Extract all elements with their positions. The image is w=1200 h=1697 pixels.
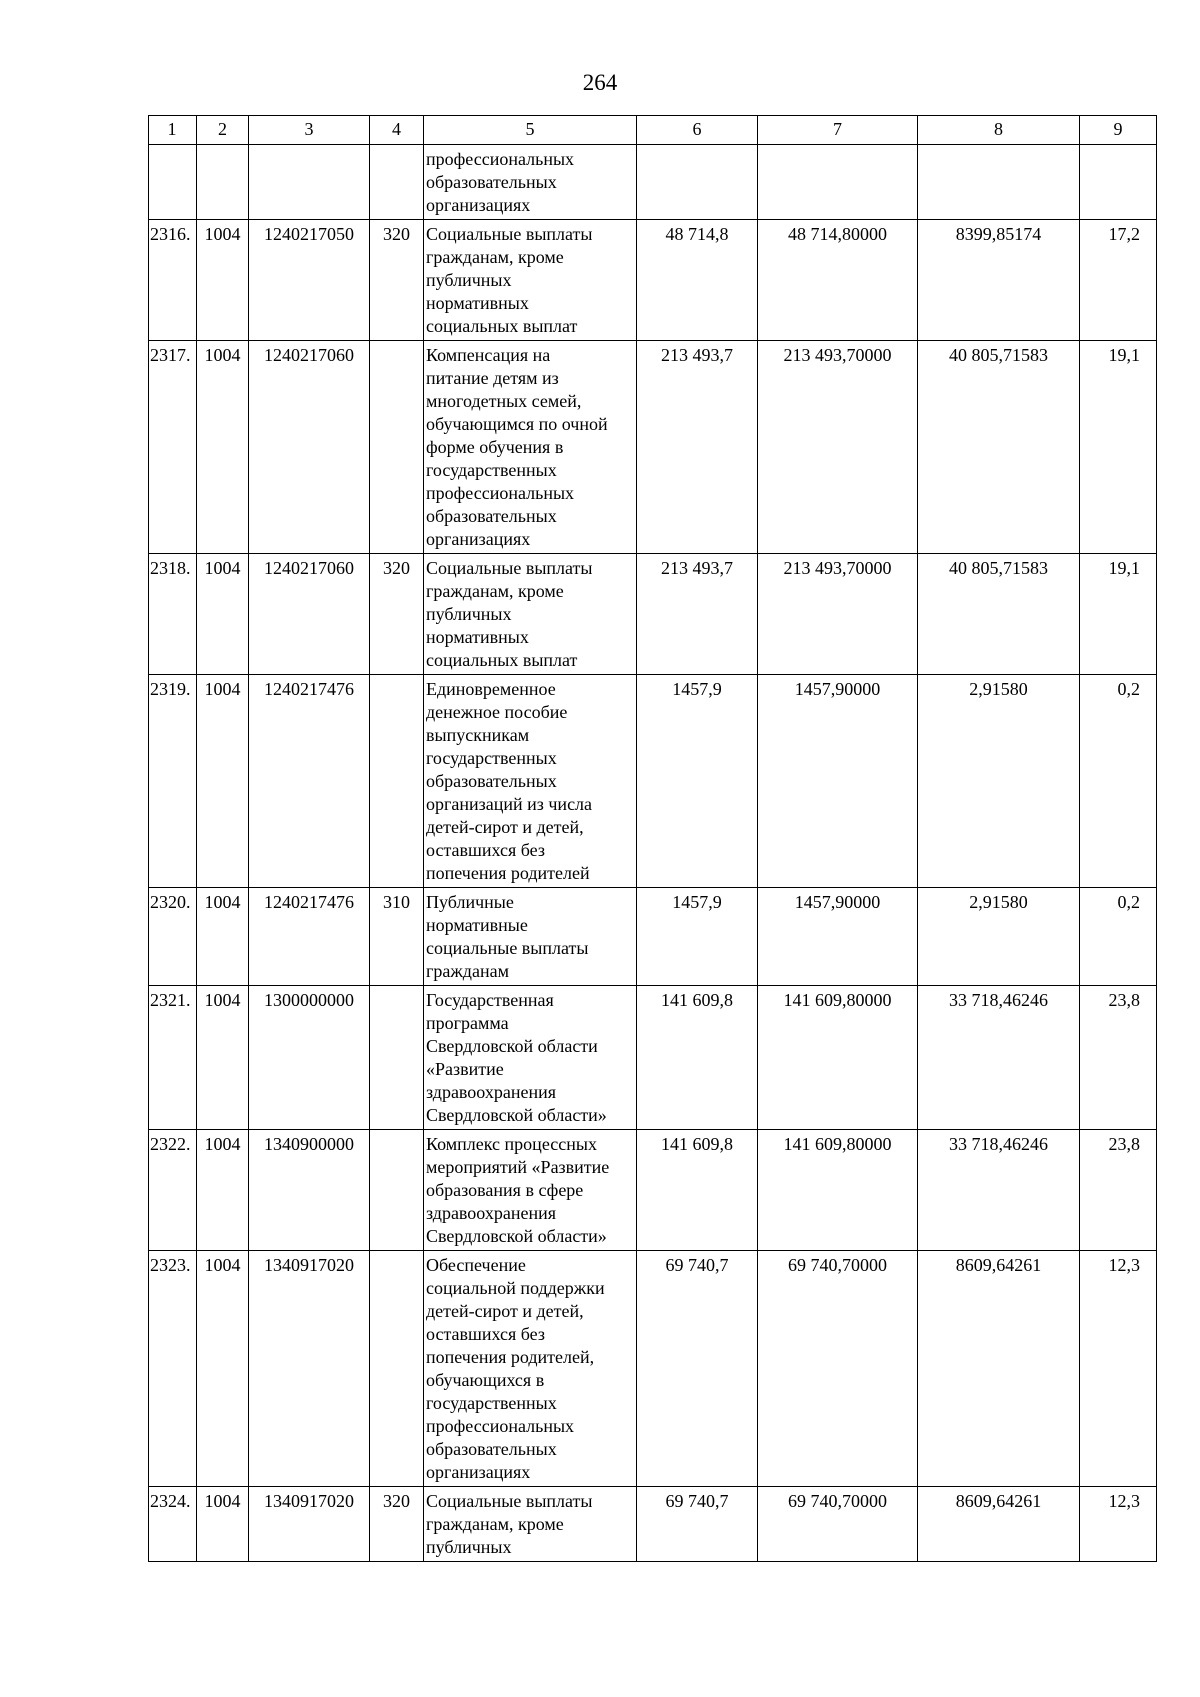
row-number-cell: 2318. bbox=[149, 554, 197, 675]
row-number-cell: 2324. bbox=[149, 1487, 197, 1562]
approved-amount-cell: 48 714,80000 bbox=[758, 220, 918, 341]
execution-percent-cell: 0,2 bbox=[1080, 888, 1157, 986]
row-number-cell: 2321. bbox=[149, 986, 197, 1130]
header-cell: 1 bbox=[149, 116, 197, 145]
table-row bbox=[149, 1487, 1157, 1562]
item-name-cell: Социальные выплаты гражданам, кроме публичных нормативных социальных выплат bbox=[424, 220, 637, 341]
section-code-cell: 1004 bbox=[197, 341, 249, 554]
executed-amount-cell: 2,91580 bbox=[918, 675, 1080, 888]
table-row bbox=[149, 145, 1157, 220]
section-code-cell: 1004 bbox=[197, 554, 249, 675]
table-row bbox=[149, 341, 1157, 554]
item-name-cell: Социальные выплаты гражданам, кроме публичных нормативных социальных выплат bbox=[424, 554, 637, 675]
item-name-cell: Компенсация на питание детям из многодетных семей, обучающимся по очной форме обучения в государственных профессиональных образовательных организациях bbox=[424, 341, 637, 554]
expense-type-code-cell bbox=[370, 1251, 424, 1487]
section-code-cell: 1004 bbox=[197, 986, 249, 1130]
execution-percent-cell: 17,2 bbox=[1080, 220, 1157, 341]
item-name-cell: Единовременное денежное пособие выпускникам государственных образовательных организаций из числа детей-сирот и детей, оставшихся без попечения родителей bbox=[424, 675, 637, 888]
planned-amount-cell: 141 609,8 bbox=[637, 986, 758, 1130]
expense-type-code-cell bbox=[370, 675, 424, 888]
table-row bbox=[149, 1251, 1157, 1487]
row-number-cell: 2322. bbox=[149, 1130, 197, 1251]
section-code-cell: 1004 bbox=[197, 1130, 249, 1251]
table-row bbox=[149, 675, 1157, 888]
approved-amount-cell: 69 740,70000 bbox=[758, 1251, 918, 1487]
planned-amount-cell: 1457,9 bbox=[637, 675, 758, 888]
approved-amount-cell: 213 493,70000 bbox=[758, 554, 918, 675]
executed-amount-cell: 2,91580 bbox=[918, 888, 1080, 986]
target-article-code-cell: 1240217060 bbox=[249, 554, 370, 675]
expense-type-code-cell: 320 bbox=[370, 1487, 424, 1562]
target-article-code-cell: 1240217476 bbox=[249, 888, 370, 986]
target-article-code-cell bbox=[249, 145, 370, 220]
header-cell: 5 bbox=[424, 116, 637, 145]
execution-percent-cell: 23,8 bbox=[1080, 986, 1157, 1130]
target-article-code-cell: 1240217476 bbox=[249, 675, 370, 888]
target-article-code-cell: 1240217060 bbox=[249, 341, 370, 554]
table-header-row bbox=[149, 116, 1157, 145]
section-code-cell bbox=[197, 145, 249, 220]
table-row bbox=[149, 986, 1157, 1130]
row-number-cell: 2319. bbox=[149, 675, 197, 888]
table-row bbox=[149, 888, 1157, 986]
target-article-code-cell: 1340917020 bbox=[249, 1251, 370, 1487]
expense-type-code-cell bbox=[370, 145, 424, 220]
header-cell: 7 bbox=[758, 116, 918, 145]
execution-percent-cell: 0,2 bbox=[1080, 675, 1157, 888]
execution-percent-cell: 12,3 bbox=[1080, 1251, 1157, 1487]
section-code-cell: 1004 bbox=[197, 1251, 249, 1487]
execution-percent-cell: 19,1 bbox=[1080, 341, 1157, 554]
table-row bbox=[149, 554, 1157, 675]
planned-amount-cell: 48 714,8 bbox=[637, 220, 758, 341]
target-article-code-cell: 1240217050 bbox=[249, 220, 370, 341]
row-number-cell: 2323. bbox=[149, 1251, 197, 1487]
row-number-cell: 2320. bbox=[149, 888, 197, 986]
section-code-cell: 1004 bbox=[197, 1487, 249, 1562]
approved-amount-cell: 1457,90000 bbox=[758, 888, 918, 986]
approved-amount-cell: 141 609,80000 bbox=[758, 1130, 918, 1251]
section-code-cell: 1004 bbox=[197, 220, 249, 341]
section-code-cell: 1004 bbox=[197, 888, 249, 986]
executed-amount-cell: 8609,64261 bbox=[918, 1251, 1080, 1487]
target-article-code-cell: 1340900000 bbox=[249, 1130, 370, 1251]
approved-amount-cell: 69 740,70000 bbox=[758, 1487, 918, 1562]
executed-amount-cell: 40 805,71583 bbox=[918, 341, 1080, 554]
approved-amount-cell bbox=[758, 145, 918, 220]
planned-amount-cell: 1457,9 bbox=[637, 888, 758, 986]
target-article-code-cell: 1300000000 bbox=[249, 986, 370, 1130]
executed-amount-cell: 33 718,46246 bbox=[918, 1130, 1080, 1251]
header-cell: 9 bbox=[1080, 116, 1157, 145]
executed-amount-cell bbox=[918, 145, 1080, 220]
item-name-cell: Комплекс процессных мероприятий «Развитие образования в сфере здравоохранения Свердловской области» bbox=[424, 1130, 637, 1251]
planned-amount-cell: 213 493,7 bbox=[637, 554, 758, 675]
table-row bbox=[149, 220, 1157, 341]
planned-amount-cell: 141 609,8 bbox=[637, 1130, 758, 1251]
expense-type-code-cell: 320 bbox=[370, 554, 424, 675]
row-number-cell bbox=[149, 145, 197, 220]
item-name-cell: Государственная программа Свердловской области «Развитие здравоохранения Свердловской области» bbox=[424, 986, 637, 1130]
executed-amount-cell: 33 718,46246 bbox=[918, 986, 1080, 1130]
approved-amount-cell: 141 609,80000 bbox=[758, 986, 918, 1130]
table-row bbox=[149, 1130, 1157, 1251]
execution-percent-cell bbox=[1080, 145, 1157, 220]
execution-percent-cell: 23,8 bbox=[1080, 1130, 1157, 1251]
execution-percent-cell: 12,3 bbox=[1080, 1487, 1157, 1562]
expense-type-code-cell bbox=[370, 986, 424, 1130]
executed-amount-cell: 8609,64261 bbox=[918, 1487, 1080, 1562]
approved-amount-cell: 1457,90000 bbox=[758, 675, 918, 888]
target-article-code-cell: 1340917020 bbox=[249, 1487, 370, 1562]
expense-type-code-cell: 320 bbox=[370, 220, 424, 341]
item-name-cell: Социальные выплаты гражданам, кроме публичных bbox=[424, 1487, 637, 1562]
item-name-cell: Публичные нормативные социальные выплаты гражданам bbox=[424, 888, 637, 986]
planned-amount-cell: 69 740,7 bbox=[637, 1251, 758, 1487]
budget-table bbox=[148, 115, 1157, 1562]
header-cell: 6 bbox=[637, 116, 758, 145]
planned-amount-cell bbox=[637, 145, 758, 220]
header-cell: 4 bbox=[370, 116, 424, 145]
expense-type-code-cell bbox=[370, 341, 424, 554]
item-name-cell: профессиональных образовательных организациях bbox=[424, 145, 637, 220]
executed-amount-cell: 40 805,71583 bbox=[918, 554, 1080, 675]
execution-percent-cell: 19,1 bbox=[1080, 554, 1157, 675]
row-number-cell: 2316. bbox=[149, 220, 197, 341]
expense-type-code-cell: 310 bbox=[370, 888, 424, 986]
header-cell: 3 bbox=[249, 116, 370, 145]
planned-amount-cell: 69 740,7 bbox=[637, 1487, 758, 1562]
page-number: 264 bbox=[582, 70, 618, 95]
header-cell: 2 bbox=[197, 116, 249, 145]
executed-amount-cell: 8399,85174 bbox=[918, 220, 1080, 341]
row-number-cell: 2317. bbox=[149, 341, 197, 554]
item-name-cell: Обеспечение социальной поддержки детей-сирот и детей, оставшихся без попечения родителей, обучающихся в государственных профессиональных образовательных организациях bbox=[424, 1251, 637, 1487]
section-code-cell: 1004 bbox=[197, 675, 249, 888]
planned-amount-cell: 213 493,7 bbox=[637, 341, 758, 554]
approved-amount-cell: 213 493,70000 bbox=[758, 341, 918, 554]
expense-type-code-cell bbox=[370, 1130, 424, 1251]
header-cell: 8 bbox=[918, 116, 1080, 145]
